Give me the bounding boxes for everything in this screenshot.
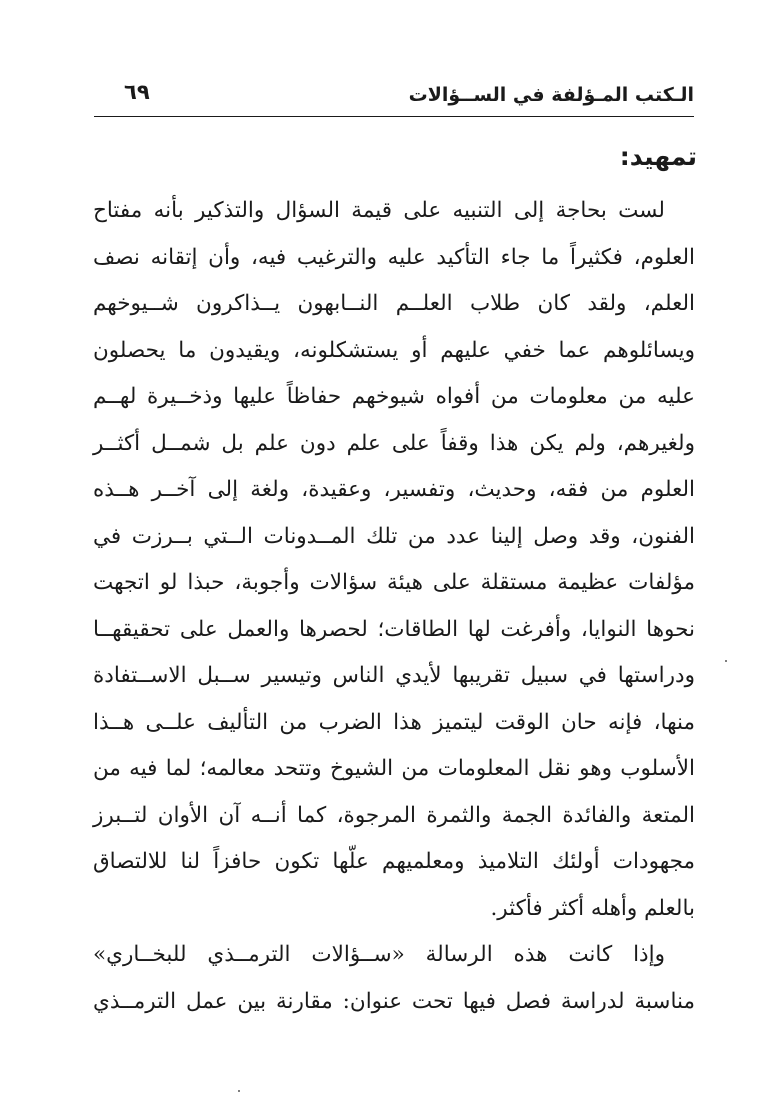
scan-speck xyxy=(238,1090,240,1092)
body-line: العلوم من فقه، وحديث، وتفسير، وعقيدة، ولغة إلى آخــر هــذه xyxy=(93,477,695,502)
body-text xyxy=(93,188,695,1025)
body-line: وإذا كانت هذه الرسالة «ســؤالات الترمــذي للبخــاري» xyxy=(93,942,665,967)
body-line: عليه من معلومات من أفواه شيوخهم حفاظاً عليها وذخــيرة لهــم xyxy=(93,384,695,409)
section-heading: تمهيد: xyxy=(619,142,697,171)
body-line: مؤلفات عظيمة مستقلة على هيئة سؤالات وأجوبة، حبذا لو اتجهت xyxy=(93,570,695,595)
body-line: ودراستها في سبيل تقريبها لأيدي الناس وتيسير ســبل الاســتفادة xyxy=(93,663,695,688)
body-line: منها، فإنه حان الوقت ليتميز هذا الضرب من التأليف علــى هــذا xyxy=(93,709,695,735)
header-divider xyxy=(94,116,694,117)
running-header-title: الـكتب المـؤلفة في الســؤالات xyxy=(408,84,694,106)
body-line: مناسبة لدراسة فصل فيها تحت عنوان: مقارنة بين عمل الترمــذي xyxy=(93,988,695,1014)
body-line: العلوم، فكثيراً ما جاء التأكيد عليه والترغيب فيه، وأن إتقانه نصف xyxy=(93,244,695,270)
body-line: ولغيرهم، ولم يكن هذا وقفاً على علم دون علم بل شمــل أكثــر xyxy=(93,430,695,456)
body-line: الأسلوب وهو نقل المعلومات من الشيوخ وتتحد معالمه؛ لما فيه من xyxy=(93,756,695,781)
page-number: ٦٩ xyxy=(124,80,150,104)
body-line: نحوها النوايا، وأفرغت لها الطاقات؛ لحصرها والعمل على تحقيقهــا xyxy=(93,616,695,642)
body-line: مجهودات أولئك التلاميذ ومعلميهم علّها تكون حافزاً لنا للالتصاق xyxy=(93,849,695,874)
body-line: بالعلم وأهله أكثر فأكثر. xyxy=(490,895,695,921)
scan-speck xyxy=(725,660,727,662)
body-line: الفنون، وقد وصل إلينا عدد من تلك المــدونات الــتي بــرزت في xyxy=(93,523,695,549)
running-header xyxy=(94,80,694,116)
body-line: لست بحاجة إلى التنبيه على قيمة السؤال والتذكير بأنه مفتاح xyxy=(93,198,665,223)
body-line: المتعة والفائدة الجمة والثمرة المرجوة، كما أنــه آن الأوان لتــبرز xyxy=(93,802,695,828)
body-line: العلم، ولقد كان طلاب العلــم النــابهون يــذاكرون شــيوخهم xyxy=(93,291,695,316)
body-line: ويسائلوهم عما خفي عليهم أو يستشكلونه، ويقيدون ما يحصلون xyxy=(93,337,695,363)
